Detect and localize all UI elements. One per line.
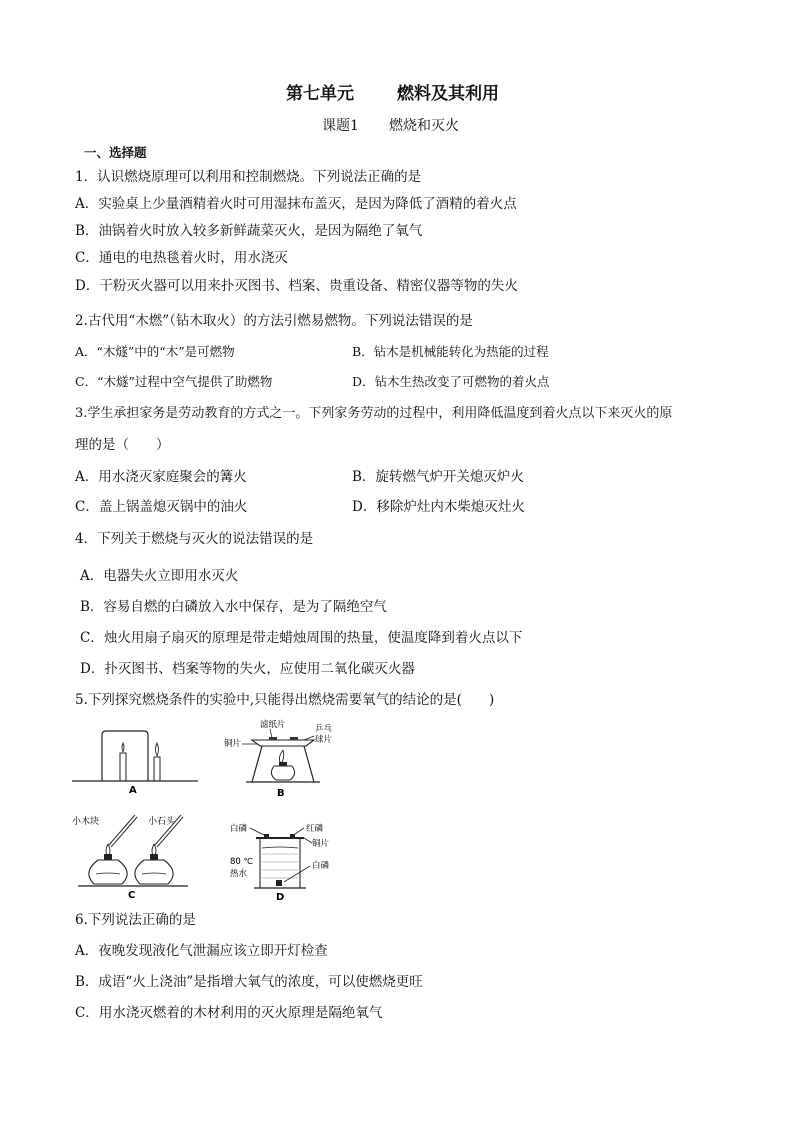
q2-stem: 2.古代用“木燃”（钻木取火）的方法引燃易燃物。下列说法错误的是 bbox=[75, 313, 473, 329]
q2-option-b: B．钻木是机械能转化为热能的过程 bbox=[352, 344, 549, 359]
section-heading: 一、选择题 bbox=[84, 145, 147, 160]
q3-option-c: C．盖上锅盖熄灭锅中的油火 bbox=[75, 499, 248, 515]
q5-figure-d-temperature: 80 ℃ bbox=[230, 857, 254, 867]
q2-option-d: D．钻木生热改变了可燃物的着火点 bbox=[352, 374, 550, 389]
q2-option-a: A．“木燧”中的“木”是可燃物 bbox=[75, 344, 235, 359]
q5-figure-d-copper: 铜片 bbox=[312, 839, 330, 849]
q5-figure-c-label: C bbox=[128, 890, 136, 898]
q3-option-a: A．用水浇灭家庭聚会的篝火 bbox=[75, 469, 247, 485]
q5-figure-a bbox=[70, 725, 200, 793]
q4-option-b: B．容易自燃的白磷放入水中保存，是为了隔绝空气 bbox=[80, 599, 387, 615]
q3-stem-line1: 3.学生承担家务是劳动教育的方式之一。下列家务劳动的过程中，利用降低温度到着火点以下来灭火的原 bbox=[75, 406, 673, 421]
q4-option-a: A．电器失火立即用水灭火 bbox=[80, 568, 239, 584]
unit-label: 第七单元 bbox=[286, 84, 354, 104]
q4-stem: 4．下列关于燃烧与灭火的说法错误的是 bbox=[75, 531, 314, 547]
q6-option-c: C．用水浇灭燃着的木材利用的灭火原理是隔绝氧气 bbox=[75, 1005, 383, 1021]
q1-stem: 1．认识燃烧原理可以利用和控制燃烧。下列说法正确的是 bbox=[75, 169, 422, 185]
q5-stem: 5.下列探究燃烧条件的实验中,只能得出燃烧需要氧气的结论的是( ) bbox=[75, 692, 495, 708]
q5-figure-d-label: D bbox=[276, 892, 285, 902]
unit-title: 燃料及其利用 bbox=[397, 84, 499, 104]
q5-figure-c-stone: 小石头 bbox=[148, 817, 176, 827]
q1-option-c: C．通电的电热毯着火时，用水浇灭 bbox=[75, 250, 288, 266]
q1-option-a: A．实验桌上少量酒精着火时可用湿抹布盖灭，是因为降低了酒精的着火点 bbox=[75, 196, 517, 212]
q5-figure-b-pingpong-1: 乒乓 bbox=[315, 724, 333, 734]
q4-option-d: D．扑灭图书、档案等物的失火，应使用二氧化碳灭火器 bbox=[80, 661, 415, 677]
q5-figure-c bbox=[70, 808, 210, 898]
q5-figure-b-filter-paper: 滤纸片 bbox=[260, 720, 286, 730]
q2-option-c: C．“木燧”过程中空气提供了助燃物 bbox=[75, 374, 273, 389]
lesson-title: 燃烧和灭火 bbox=[389, 118, 459, 134]
q3-option-b: B．旋转燃气炉开关熄灭炉火 bbox=[352, 469, 524, 485]
q5-figure-c-wood: 小木块 bbox=[72, 817, 100, 827]
q3-stem-line2: 理的是（ ） bbox=[75, 437, 170, 453]
q5-figure-b-label: B bbox=[277, 788, 285, 798]
q5-figure-b-pingpong-2: 球片 bbox=[315, 735, 333, 745]
q1-option-b: B．油锅着火时放入较多新鲜蔬菜灭火，是因为隔绝了氧气 bbox=[75, 223, 423, 239]
q6-option-a: A．夜晚发现液化气泄漏应该立即开灯检查 bbox=[75, 943, 328, 959]
q5-figure-a-label: A bbox=[129, 785, 137, 793]
q5-figure-d-white-phosphorus: 白磷 bbox=[230, 824, 248, 834]
q4-option-c: C．烛火用扇子扇灭的原理是带走蜡烛周围的热量，使温度降到着火点以下 bbox=[80, 630, 523, 646]
q5-figure-d bbox=[228, 818, 348, 902]
q6-option-b: B．成语“火上浇油”是指增大氧气的浓度，可以使燃烧更旺 bbox=[75, 974, 423, 990]
q1-option-d: D．干粉灭火器可以用来扑灭图书、档案、贵重设备、精密仪器等物的失火 bbox=[75, 278, 518, 294]
q3-option-d: D．移除炉灶内木柴熄灭灶火 bbox=[352, 499, 525, 515]
q5-figure-d-red-phosphorus: 红磷 bbox=[306, 824, 324, 834]
lesson-label: 课题1 bbox=[322, 118, 359, 134]
q5-figure-b bbox=[222, 718, 342, 798]
q5-figure-d-hot-water: 热水 bbox=[230, 869, 248, 879]
q5-figure-d-white-phosphorus-2: 白磷 bbox=[312, 861, 330, 871]
q6-stem: 6.下列说法正确的是 bbox=[75, 912, 196, 928]
q5-figure-b-copper: 铜片 bbox=[224, 739, 242, 749]
